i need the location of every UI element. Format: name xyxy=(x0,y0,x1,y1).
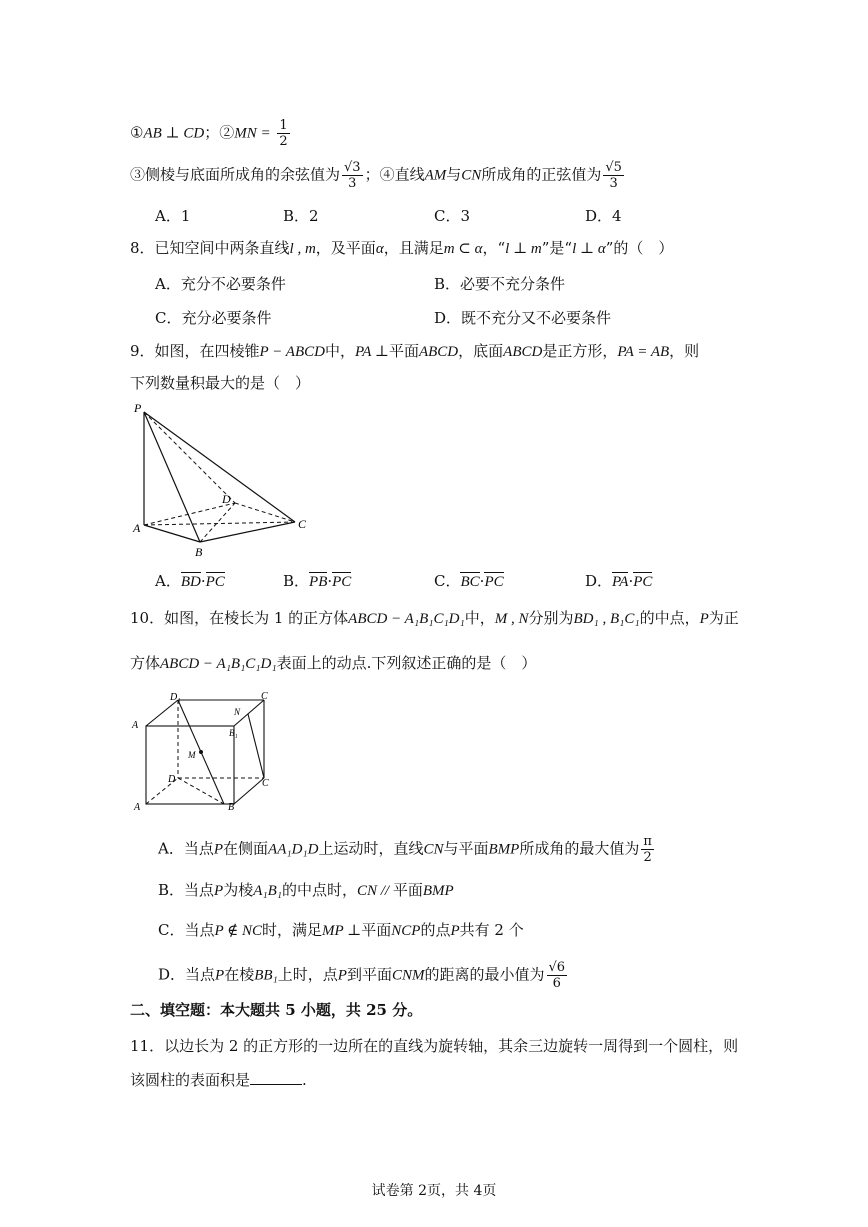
q9-opt-b-v2: PC xyxy=(332,574,352,590)
q7-item4-num: √5 xyxy=(605,160,622,175)
q9-stem-line2: 下列数量积最大的是（ ） xyxy=(130,374,311,392)
q7-item2-prefix: ② xyxy=(219,123,235,142)
q11-answer-blank[interactable] xyxy=(250,1070,302,1085)
q10-opt-b-edge: A₁B₁ xyxy=(253,883,282,899)
q10-opt-c-text-c: 平面 xyxy=(361,921,392,939)
q10-opt-a-text-d: 与平面 xyxy=(443,839,489,858)
q7-item3-den: 3 xyxy=(348,176,357,191)
edge-pc xyxy=(144,412,295,522)
q10-opt-c-text-e: 共有 2 个 xyxy=(459,921,524,939)
front-face xyxy=(146,726,234,804)
label-d: D xyxy=(222,492,231,506)
q10-bd1: BD₁ , B₁C₁ xyxy=(573,611,640,627)
q9-line1-b: 中， xyxy=(324,342,355,360)
q7-items-3-4 xyxy=(130,160,626,191)
q10-opt-a-cn: CN xyxy=(423,841,444,858)
q10-stem-line1 xyxy=(130,608,739,629)
q10-opt-a-text-c: 上运动时，直线 xyxy=(318,839,424,858)
q10-opt-b-text-a: B．当点 xyxy=(158,881,215,899)
q7-item4-text-c: 所成角的正弦值为 xyxy=(481,165,602,184)
q9-pa-perp: PA ⊥ xyxy=(354,344,389,360)
q11-line2 xyxy=(130,1070,307,1090)
q7-item2-fraction xyxy=(277,118,289,149)
q10-opt-c-text-b: 时，满足 xyxy=(262,921,323,939)
page-footer: 试卷第 2页，共 4页 xyxy=(371,1183,497,1199)
q10-option-d[interactable] xyxy=(158,960,569,991)
edge-a1d1 xyxy=(146,700,178,726)
q7-sep-2: ； xyxy=(364,165,380,184)
q9-stem-line1 xyxy=(130,341,699,362)
q9-pyramid-figure xyxy=(130,400,330,560)
edge-pd xyxy=(144,412,235,503)
q7-item2-num: 1 xyxy=(279,118,288,133)
q7-sep: ； xyxy=(204,123,220,142)
label-b: B xyxy=(228,802,235,813)
q7-option-a[interactable]: A．1 xyxy=(155,207,191,225)
q8-lperp-m: l ⊥ m xyxy=(505,241,542,257)
q10-cube-figure xyxy=(130,690,280,815)
section-2-heading: 二、填空题：本大题共 5 小题，共 25 分。 xyxy=(130,1001,423,1019)
q10-option-b[interactable] xyxy=(158,880,454,901)
q10-option-a[interactable] xyxy=(158,834,656,865)
q8-stem-f: ”的（ ） xyxy=(605,239,674,257)
q10-opt-a-den: 2 xyxy=(643,850,652,865)
q10-opt-d-num: √6 xyxy=(548,960,566,975)
q8-stem-a: 8．已知空间中两条直线 xyxy=(130,239,290,257)
q9-opt-d-v2: PC xyxy=(633,574,653,590)
q7-item1-prefix: ① xyxy=(130,123,144,142)
diag-ac xyxy=(144,522,295,525)
q9-opt-c-v1: BC xyxy=(460,574,480,590)
q10-opt-a-text-a: A．当点 xyxy=(158,839,214,858)
q10-cube-2: ABCD − A₁B₁C₁D₁ xyxy=(160,656,277,672)
q9-opt-a-v1: BD xyxy=(180,574,201,590)
q7-option-d[interactable]: D．4 xyxy=(585,207,622,225)
q10-opt-d-den: 6 xyxy=(552,976,561,991)
q8-option-d[interactable]: D．既不充分又不必要条件 xyxy=(434,309,612,327)
q10-opt-d-text-c: 上时，点 xyxy=(277,965,338,984)
q9-line1-a: 9．如图，在四棱锥 xyxy=(130,342,260,360)
label-n: N xyxy=(234,707,241,717)
edge-bc xyxy=(234,778,264,804)
label-b1: B₁ xyxy=(229,728,238,738)
q7-item3-num: √3 xyxy=(344,160,361,175)
q10-opt-c-ncp: NCP xyxy=(391,923,421,939)
q10-opt-d-text-b: 在棱 xyxy=(224,965,255,984)
q10-opt-d-edge: BB₁ xyxy=(254,967,278,984)
q10-opt-c-text-d: 的点 xyxy=(420,921,451,939)
q9-line1-c: 平面 xyxy=(388,342,419,360)
q10-opt-a-face: AA₁D₁D xyxy=(268,841,319,858)
q10-opt-b-p: P xyxy=(214,883,224,899)
q8-option-b[interactable]: B．必要不充分条件 xyxy=(434,275,566,293)
q8-lm: l , m xyxy=(289,241,316,257)
q7-item4-am: AM xyxy=(424,167,447,184)
q7-item3-text: ③侧棱与底面所成角的余弦值为 xyxy=(130,165,341,184)
q10-opt-d-p: P xyxy=(215,967,225,984)
q10-opt-a-fraction xyxy=(641,834,654,865)
q9-opt-a-letter: A． xyxy=(155,572,181,590)
q10-opt-c-mp: MP ⊥ xyxy=(322,923,362,939)
q8-option-a[interactable]: A．充分不必要条件 xyxy=(155,275,286,293)
edge-ab xyxy=(144,525,200,542)
q9-pa-ab: PA = AB xyxy=(617,344,670,360)
q9-opt-d-letter: D． xyxy=(585,572,613,590)
q9-option-b[interactable]: B．PB·PC xyxy=(283,572,352,590)
label-d: D xyxy=(168,774,176,785)
q9-abcd-1: ABCD xyxy=(418,344,459,360)
edge-ad xyxy=(144,503,235,525)
label-c: C xyxy=(262,778,269,789)
q10-stem-line2 xyxy=(130,653,536,674)
q10-line1-d: 的中点， xyxy=(639,609,700,627)
q10-line1-c: 分别为 xyxy=(528,609,574,627)
q10-opt-c-text-a: C．当点 xyxy=(158,921,215,939)
q8-stem-b: ，及平面 xyxy=(315,239,376,257)
q10-opt-d-text-a: D．当点 xyxy=(158,965,216,984)
q10-opt-b-text-c: 的中点时， xyxy=(281,881,357,899)
q8-option-c[interactable]: C．充分必要条件 xyxy=(155,309,272,327)
q8-cond: m ⊂ α xyxy=(443,241,483,257)
label-c: C xyxy=(298,517,307,531)
q9-line1-e: 是正方形， xyxy=(542,342,618,360)
q9-option-d[interactable]: D．PA·PC xyxy=(585,572,653,590)
q7-item4-cn: CN xyxy=(461,167,482,184)
q8-lperp-a: l ⊥ α xyxy=(572,241,606,257)
q9-opt-d-v1: PA xyxy=(612,574,629,590)
label-m: M xyxy=(188,750,196,760)
q9-line1-d: ，底面 xyxy=(458,342,504,360)
q7-item4-text-a: ④直线 xyxy=(379,165,425,184)
q9-opt-b-v1: PB xyxy=(309,574,328,590)
q9-option-c[interactable]: C．BC·PC xyxy=(434,572,504,590)
q10-line2-b: 表面上的动点.下列叙述正确的是（ ） xyxy=(276,654,537,672)
label-p: P xyxy=(134,401,142,415)
q8-stem xyxy=(130,238,673,259)
q10-opt-a-num: π xyxy=(643,834,652,849)
q7-item4-fraction xyxy=(603,160,624,191)
q9-option-a[interactable]: A．BD·PC xyxy=(155,572,225,590)
q11-line1: 11．以边长为 2 的正方形的一边所在的直线为旋转轴，其余三边旋转一周得到一个圆柱，则 xyxy=(130,1037,739,1055)
q8-stem-e: ”是“ xyxy=(541,239,573,257)
edge-db xyxy=(178,778,224,804)
q10-opt-c-expr: P ∉ NC xyxy=(214,923,262,939)
point-m xyxy=(199,750,203,754)
label-d1: D₁ xyxy=(170,692,181,703)
q7-item2-den: 2 xyxy=(279,134,288,149)
q10-line1-e: 为正 xyxy=(708,609,739,627)
q10-p: P xyxy=(699,611,709,627)
q8-stem-c: ，且满足 xyxy=(383,239,444,257)
q10-opt-c-p: P xyxy=(450,923,460,939)
label-a: A xyxy=(133,521,141,535)
q10-opt-d-text-e: 的距离的最小值为 xyxy=(424,965,545,984)
q10-opt-d-p2: P xyxy=(337,967,347,984)
label-a1: A xyxy=(132,720,139,731)
q7-item4-text-b: 与 xyxy=(446,165,462,184)
line-nc xyxy=(248,714,264,778)
q10-opt-d-cnm: CNM xyxy=(391,967,425,984)
q10-opt-a-p: P xyxy=(213,841,224,858)
label-c1: C xyxy=(261,691,268,702)
q10-line1-b: 中， xyxy=(464,609,495,627)
q11-line2-a: 该圆柱的表面积是 xyxy=(130,1071,251,1089)
q7-items-1-2 xyxy=(130,118,292,149)
q9-line1-f: ，则 xyxy=(669,342,700,360)
q7-item3-fraction xyxy=(342,160,363,191)
q10-opt-b-expr: CN // xyxy=(357,883,393,899)
label-b: B xyxy=(195,545,203,559)
q10-line2-a: 方体 xyxy=(130,654,161,672)
edge-bc xyxy=(200,522,295,542)
q10-option-c[interactable] xyxy=(158,920,524,941)
q7-item4-den: 3 xyxy=(609,176,618,191)
q9-opt-a-v2: PC xyxy=(205,574,225,590)
q9-pyramid: P − ABCD xyxy=(259,344,325,360)
label-a: A xyxy=(134,802,141,813)
q10-opt-a-text-e: 所成角的最大值为 xyxy=(519,839,640,858)
q7-item2-expr: MN = xyxy=(234,125,271,142)
edge-dc xyxy=(235,503,295,522)
q10-opt-a-bmp: BMP xyxy=(488,841,520,858)
q9-abcd-2: ABCD xyxy=(503,344,543,360)
q11-line2-b: . xyxy=(302,1071,307,1089)
q10-opt-d-text-d: 到平面 xyxy=(346,965,392,984)
q10-cube-1: ABCD − A₁B₁C₁D₁ xyxy=(348,611,465,627)
q10-opt-d-fraction xyxy=(547,960,568,991)
q7-option-c[interactable]: C．3 xyxy=(434,207,471,225)
q8-alpha: α xyxy=(375,241,384,257)
q10-opt-b-bmp: BMP xyxy=(422,883,454,899)
q10-opt-b-text-d: 平面 xyxy=(392,881,423,899)
q8-stem-d: ，“ xyxy=(482,239,506,257)
q10-mn: M , N xyxy=(494,611,529,627)
q7-item1-expr: AB ⊥ CD xyxy=(143,125,205,142)
q10-line1-a: 10．如图，在棱长为 1 的正方体 xyxy=(130,609,349,627)
q9-opt-b-letter: B． xyxy=(283,572,310,590)
q9-opt-c-v2: PC xyxy=(484,574,504,590)
q10-opt-b-text-b: 为棱 xyxy=(223,881,254,899)
q10-opt-a-text-b: 在侧面 xyxy=(223,839,269,858)
q7-option-b[interactable]: B．2 xyxy=(283,207,319,225)
q9-opt-c-letter: C． xyxy=(434,572,461,590)
